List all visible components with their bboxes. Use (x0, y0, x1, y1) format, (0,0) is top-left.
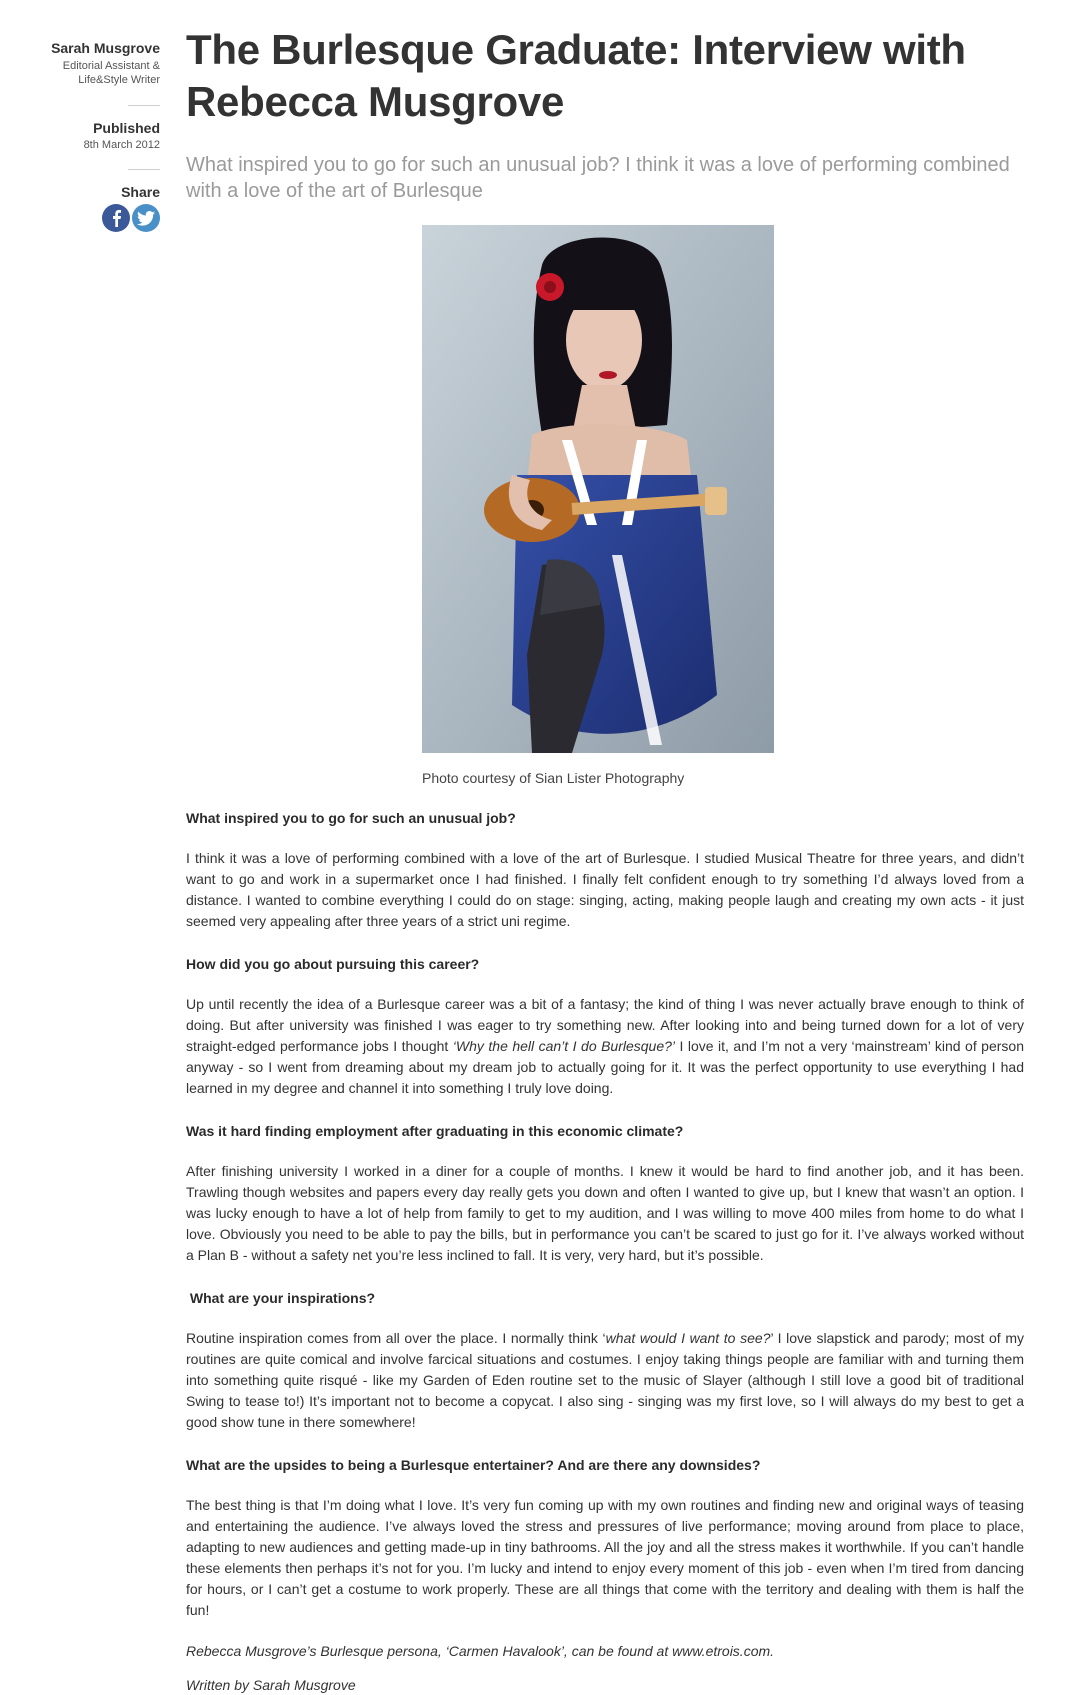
sidebar-divider (128, 105, 160, 106)
persona-link[interactable]: www.etrois.com (672, 1643, 771, 1659)
article-figure (186, 225, 1024, 786)
sidebar-divider (128, 169, 160, 170)
answer-2-emphasis: ‘Why the hell can’t I do Burlesque?’ (452, 1038, 676, 1054)
article-photo (422, 225, 774, 753)
persona-credit (186, 1641, 1024, 1661)
author-name[interactable]: Sarah Musgrove (51, 40, 160, 56)
persona-credit-end: . (770, 1643, 775, 1659)
answer-1: I think it was a love of performing combined with a love of the art of Burlesque. I studied Musical Theatre for three years, and didn’t want to go and work in a supermarket once I had finished. I finally felt confident enough to try something I’d always loved from a distance. I wanted to combine everything I could do on stage: singing, acting, making people laugh and creating my own acts - it just seemed very appealing after three years of a strict uni regime. (186, 850, 1024, 929)
question-1: What inspired you to go for such an unusual job? (186, 810, 516, 826)
share-label: Share (121, 184, 160, 200)
article-sidebar (20, 40, 160, 232)
facebook-icon[interactable] (102, 204, 130, 232)
article-title: The Burlesque Graduate: Interview with Rebecca Musgrove (186, 26, 966, 125)
author-role-line-1: Editorial Assistant & (62, 60, 160, 72)
answer-3: After finishing university I worked in a diner for a couple of months. I knew it would be hard to find another job, and it has been. Trawling though websites and papers every day really gets you down and often I wanted to give up, but I knew that wasn’t an option. I was lucky enough to have a lot of help from family to get to my audition, and I was willing to move 400 miles from home to do what I love. Obviously you need to be able to pay the bills, but in performance you can’t be scared to just go for it. I’ve always worked without a Plan B - without a safety net you’re less inclined to fall. It is very, very hard, but it’s possible. (186, 1163, 1024, 1263)
question-3: Was it hard finding employment after graduating in this economic climate? (186, 1123, 684, 1139)
written-by: Written by Sarah Musgrove (186, 1677, 356, 1693)
answer-4-text-b: ’ I love slapstick and parody; most of my routines are quite comical and involve farcical situations and costumes. I enjoy taking things people are familiar with and turning them into something quite risqué - like my Garden of Eden routine set to the music of Slayer (although I still love a good bit of traditional Swing to tease to!) It’s important not to become a copycat. I also sing - singing was my first love, so I will always do my best to get a good show tune in there somewhere! (186, 1330, 1024, 1430)
persona-credit-text: Rebecca Musgrove’s Burlesque persona, ‘Carmen Havalook’, can be found at (186, 1643, 673, 1659)
twitter-icon[interactable] (132, 204, 160, 232)
question-2: How did you go about pursuing this career? (186, 956, 480, 972)
photo-caption: Photo courtesy of Sian Lister Photography (422, 770, 685, 786)
answer-2-text-a: Up until recently the idea of a Burlesque career was a bit of a fantasy; the kind of thing I was never actually brave enough to think of doing. But after university was finished I was eager to try something new. After looking into and being turned down for a lot of very straight-edged performance jobs I thought (186, 996, 1024, 1054)
answer-2-text-b: I love it, and I’m not a very ‘mainstream’ kind of person anyway - so I went from dreaming about my dream job to actually going for it. It was the perfect opportunity to use everything I had learned in my degree and channel it into something I truly love doing. (186, 1038, 1024, 1096)
published-date: 8th March 2012 (83, 139, 160, 151)
answer-4-emphasis: what would I want to see? (605, 1330, 771, 1346)
article-standfirst: What inspired you to go for such an unusual job? I think it was a love of performing combined with a love of the art of Burlesque (186, 154, 1010, 202)
answer-5: The best thing is that I’m doing what I love. It’s very fun coming up with my own routines and finding new and original ways of teasing and entertaining the audience. I’ve always loved the stress and pressures of live performance; moving around from place to place, adapting to new audiences and getting made-up in tiny bathrooms. All the joy and all the stress makes it worthwhile. If you can’t handle these elements then perhaps it’s not for you. I’m lucky and intend to enjoy every moment of this job - even when I’m tired from dancing for hours, or I can’t get a costume to work properly. These are all things that come with the territory and dealing with them is half the fun! (186, 1497, 1024, 1618)
published-label: Published (93, 120, 160, 136)
author-role-line-2: Life&Style Writer (78, 74, 160, 86)
question-4: What are your inspirations? (186, 1290, 376, 1306)
article (186, 24, 1024, 1695)
question-5: What are the upsides to being a Burlesque entertainer? And are there any downsides? (186, 1457, 761, 1473)
author-role (20, 59, 160, 87)
answer-2 (186, 994, 1024, 1099)
answer-4 (186, 1328, 1024, 1433)
share-buttons (20, 204, 160, 232)
answer-4-text-a: Routine inspiration comes from all over the place. I normally think ‘ (186, 1330, 606, 1346)
